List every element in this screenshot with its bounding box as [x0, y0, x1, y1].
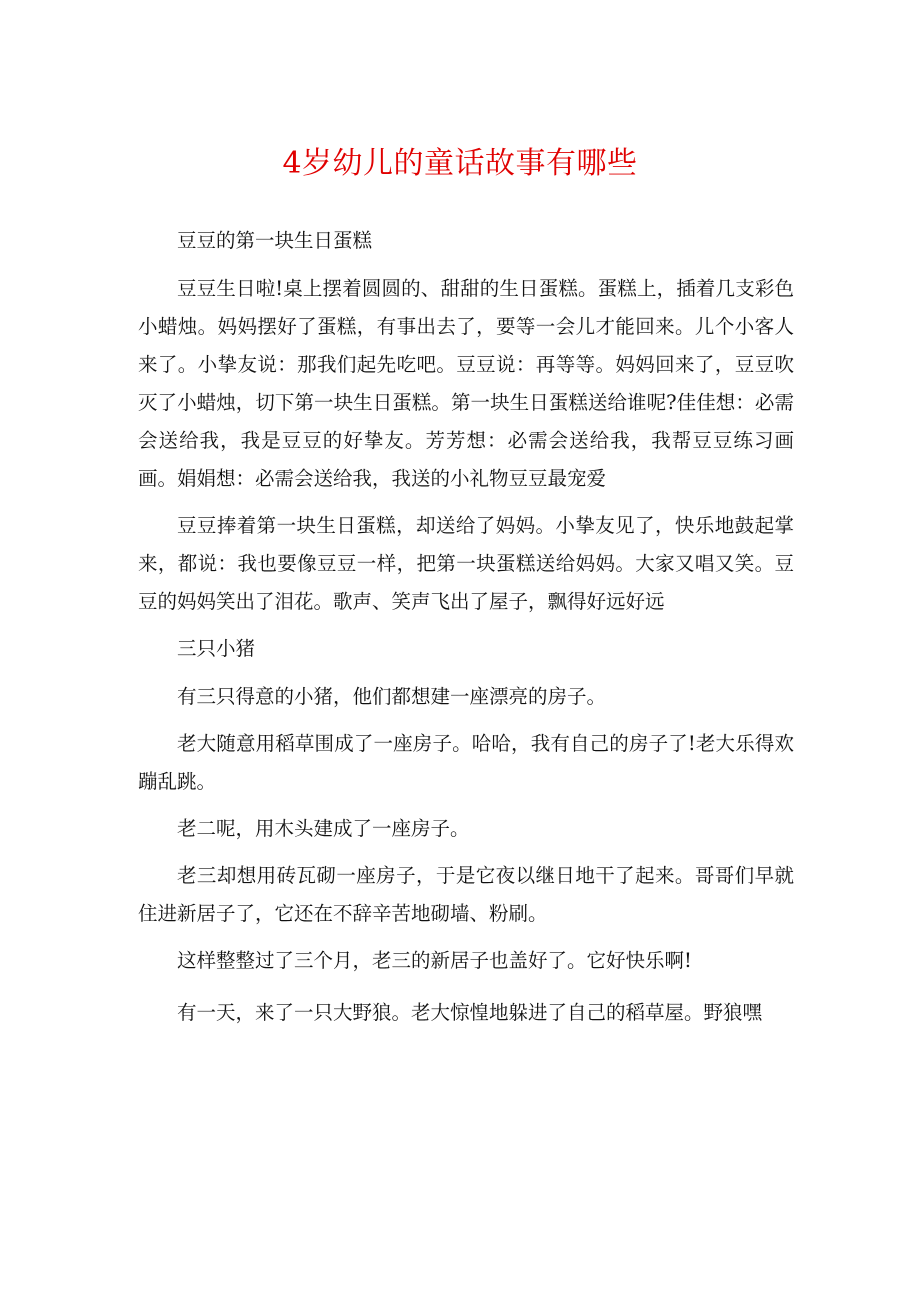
- paragraph: 这样整整过了三个月，老三的新居子也盖好了。它好快乐啊!: [177, 949, 692, 972]
- paragraph: 豆豆捧着第一块生日蛋糕，却送给了妈妈。小挚友见了，快乐地鼓起掌来，都说：我也要像豆豆一样，把第一块蛋糕送给妈妈。大家又唱又笑。豆豆的妈妈笑出了泪花。歌声、笑声飞出了屋子，飘得好远好远: [138, 514, 794, 613]
- paragraph: 老三却想用砖瓦砌一座房子，于是它夜以继日地干了起来。哥哥们早就住进新居子了，它还在不辞辛苦地砌墙、粉刷。: [138, 864, 794, 925]
- paragraph: 豆豆生日啦!桌上摆着圆圆的、甜甜的生日蛋糕。蛋糕上，插着几支彩色小蜡烛。妈妈摆好了蛋糕，有事出去了，要等一会儿才能回来。儿个小客人来了。小挚友说：那我们起先吃吧。豆豆说：再等等。妈妈回来了，豆豆吹灭了小蜡烛，切下第一块生日蛋糕。第一块生日蛋糕送给谁呢?佳佳想：必需会送给我，我是豆豆的好挚友。芳芳想：必需会送给我，我帮豆豆练习画画。娟娟想：必需会送给我，我送的小礼物豆豆最宠爱: [138, 277, 794, 490]
- story-heading: 豆豆的第一块生日蛋糕: [177, 229, 373, 252]
- paragraph: 老二呢，用木头建成了一座房子。: [177, 817, 470, 840]
- paragraph: 老大随意用稻草围成了一座房子。哈哈，我有自己的房子了!老大乐得欢蹦乱跳。: [138, 732, 794, 793]
- paragraph: 有一天，来了一只大野狼。老大惊惶地躲进了自己的稻草屋。野狼嘿: [177, 1001, 763, 1024]
- document-title: 4岁幼儿的童话故事有哪些: [282, 146, 638, 181]
- document-body: [138, 222, 794, 1041]
- paragraph: 有三只得意的小猪，他们都想建一座漂亮的房子。: [177, 685, 607, 708]
- story-heading: 三只小猪: [177, 637, 256, 660]
